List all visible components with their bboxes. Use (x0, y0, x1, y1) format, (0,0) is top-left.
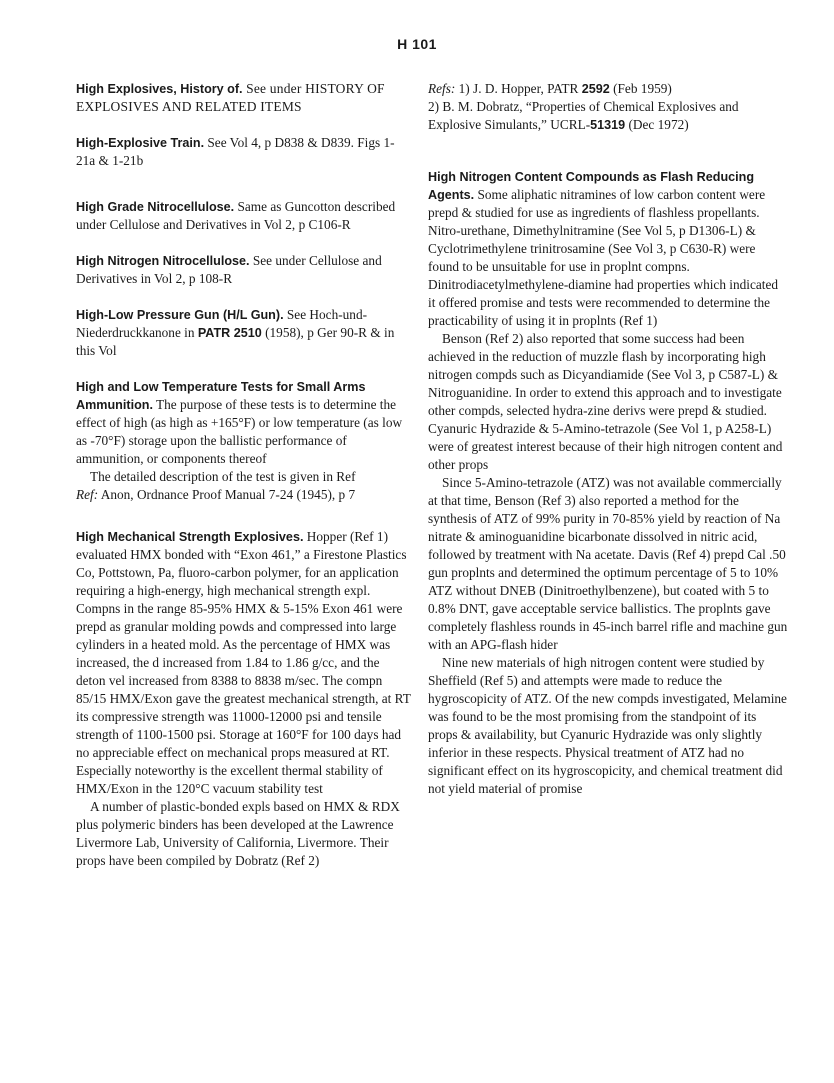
entry-text: See under HISTORY OF EXPLOSIVES AND RELATED ITEMS (76, 81, 385, 114)
entry-paragraph: Nine new materials of high nitrogen content were studied by Sheffield (Ref 5) and attempts were made to reduce the hygroscopicity of ATZ. Of the new compds investigated, Melamine was found to be the most promising from the standpoint of its props & availability, but Cyanuric Hydrazide was only slightly inferior in these respects. Physical treatment of ATZ had no significant effect on its hygroscopicity, and chemical treatment did not yield material of promise (428, 655, 787, 796)
ref-text: 2) B. M. Dobratz, “Properties of Chemical Explosives and Explosive Simulants,” UCRL- (428, 99, 739, 132)
entry-text: Hopper (Ref 1) evaluated HMX bonded with “Exon 461,” a Firestone Plastics Co, Pottstown, Pa, fluoro-carbon polymer, for an application requiring a high-energy, high mechanical strength expl. Compns in the range 85-95% HMX & 5-15% Exon 461 were prepd as granular molding powds and compressed into large cylinders in a heated mold. As the percentage of HMX was increased, the d increased from 1.84 to 1.86 g/cc, and the deton vel increased from 8388 to 8838 m/sec. The compn 85/15 HMX/Exon gave the greatest mechanical strength, at RT its compressive strength was 11000-12000 psi and tensile strength of 1100-1500 psi. Storage at 160°F for 100 days had no appreciable effect on mechanical props measured at RT. Especially noteworthy is the excellent thermal stability of HMX/Exon in the 120°C vacuum stability test (76, 529, 411, 796)
entry-high-explosives-history (76, 80, 412, 116)
entry-paragraph: The detailed description of the test is given in Ref (90, 469, 356, 484)
ref-text: Anon, Ordnance Proof Manual 7-24 (1945), p 7 (98, 487, 356, 502)
entry-paragraph: Benson (Ref 2) also reported that some success had been achieved in the reduction of muzzle flash by incorporating high nitrogen compds such as Dicyandiamide (See Vol 3, p C587-L) & Nitroguanidine. In order to extend this approach and to investigate other compds, selected hydra-zine derivs were prepd & studied. Cyanuric Hydrazide & 5-Amino-tetrazole (See Vol 1, p A258-L) were of greatest interest because of their high nitrogen content and other props (428, 331, 783, 472)
entry-text: See under Cellulose and Derivatives in Vol 2, p 108-R (76, 253, 382, 286)
entry-text: (1958), p Ger 90-R & in this Vol (76, 325, 395, 358)
entry-high-low-pressure-gun (76, 306, 412, 360)
entry-heading: High and Low Temperature Tests for Small Arms Ammunition. (76, 380, 366, 412)
entry-high-nitrogen-content-compounds (428, 168, 788, 798)
entry-high-mechanical-strength (76, 528, 412, 870)
ref-number: 2592 (581, 82, 610, 96)
ref-text: (Feb 1959) (609, 81, 672, 96)
ref-text: 1) J. D. Hopper, PATR (455, 81, 582, 96)
entry-paragraph: A number of plastic-bonded expls based on HMX & RDX plus polymeric binders has been developed at the Lawrence Livermore Lab, University of California, Livermore. Their props have been compiled by Dobratz (Ref 2) (76, 799, 400, 868)
entry-text: Same as Guncotton described under Cellulose and Derivatives in Vol 2, p C106-R (76, 199, 396, 232)
entry-text: See Vol 4, p D838 & D839. Figs 1-21a & 1-21b (76, 135, 395, 168)
entry-high-explosive-train (76, 134, 412, 170)
patr-reference: PATR 2510 (197, 326, 262, 340)
references-block (428, 80, 788, 134)
entry-heading: High-Explosive Train. (76, 136, 205, 150)
left-column (76, 80, 412, 888)
page-number: H 101 (397, 36, 437, 52)
entry-heading: High Nitrogen Nitrocellulose. (76, 254, 250, 268)
entry-heading: High Explosives, History of. (76, 82, 243, 96)
ref-label: Refs: (428, 81, 456, 96)
ref-text: (Dec 1972) (625, 117, 689, 132)
entry-heading: High Nitrogen Content Compounds as Flash Reducing Agents. (428, 170, 755, 202)
entry-paragraph: Since 5-Amino-tetrazole (ATZ) was not available commercially at that time, Benson (Ref 3) also reported a method for the synthesis of ATZ of 99% purity in 70-85% yield by reaction of Na nitrate & aminoguanidine bicarbonate dissolved in nitric acid, followed by treatment with Na acetate. Davis (Ref 4) prepd Cal .50 gun proplnts and determined the optimum percentage of 5 to 10% ATZ without DNEB (Dinitroethylbenzene), but coated with 5 to 0.8% DNT, gave acceptable service ballistics. The proplnts gave completely flashless rounds in 45-inch barrel rifle and machine gun with an APG-flash hider (428, 475, 788, 652)
entry-high-grade-nitrocellulose (76, 198, 412, 234)
ref-number: 51319 (590, 118, 626, 132)
entry-text: Some aliphatic nitramines of low carbon content were prepd & studied for use as ingredients of flashless propellants. Nitro-urethane, Dimethylnitramine (See Vol 5, p D1306-L) & Cyclotrimethylene trinitrosamine (See Vol 3, p C630-R) were found to be unsuitable for use in proplnt compns. Dinitrodiacetylmethylene-diamine had properties which indicated it offered promise and tests were recommended to determine the practicability of using it in proplnts (Ref 1) (428, 187, 779, 328)
entry-text: See Hoch-und-Niederdruckkanone in (76, 307, 368, 340)
entry-heading: High Grade Nitrocellulose. (76, 200, 235, 214)
entry-heading: High-Low Pressure Gun (H/L Gun). (76, 308, 284, 322)
entry-reference (76, 486, 412, 504)
entry-high-nitrogen-nitrocellulose (76, 252, 412, 288)
ref-label: Ref: (76, 487, 99, 502)
entry-text: The purpose of these tests is to determine the effect of high (as high as +165°F) or low temperature (as low as -70°F) storage upon the ballistic performance of ammunition, or components thereof (76, 397, 403, 466)
right-column (428, 80, 788, 816)
entry-heading: High Mechanical Strength Explosives. (76, 530, 304, 544)
entry-temperature-tests (76, 378, 412, 504)
